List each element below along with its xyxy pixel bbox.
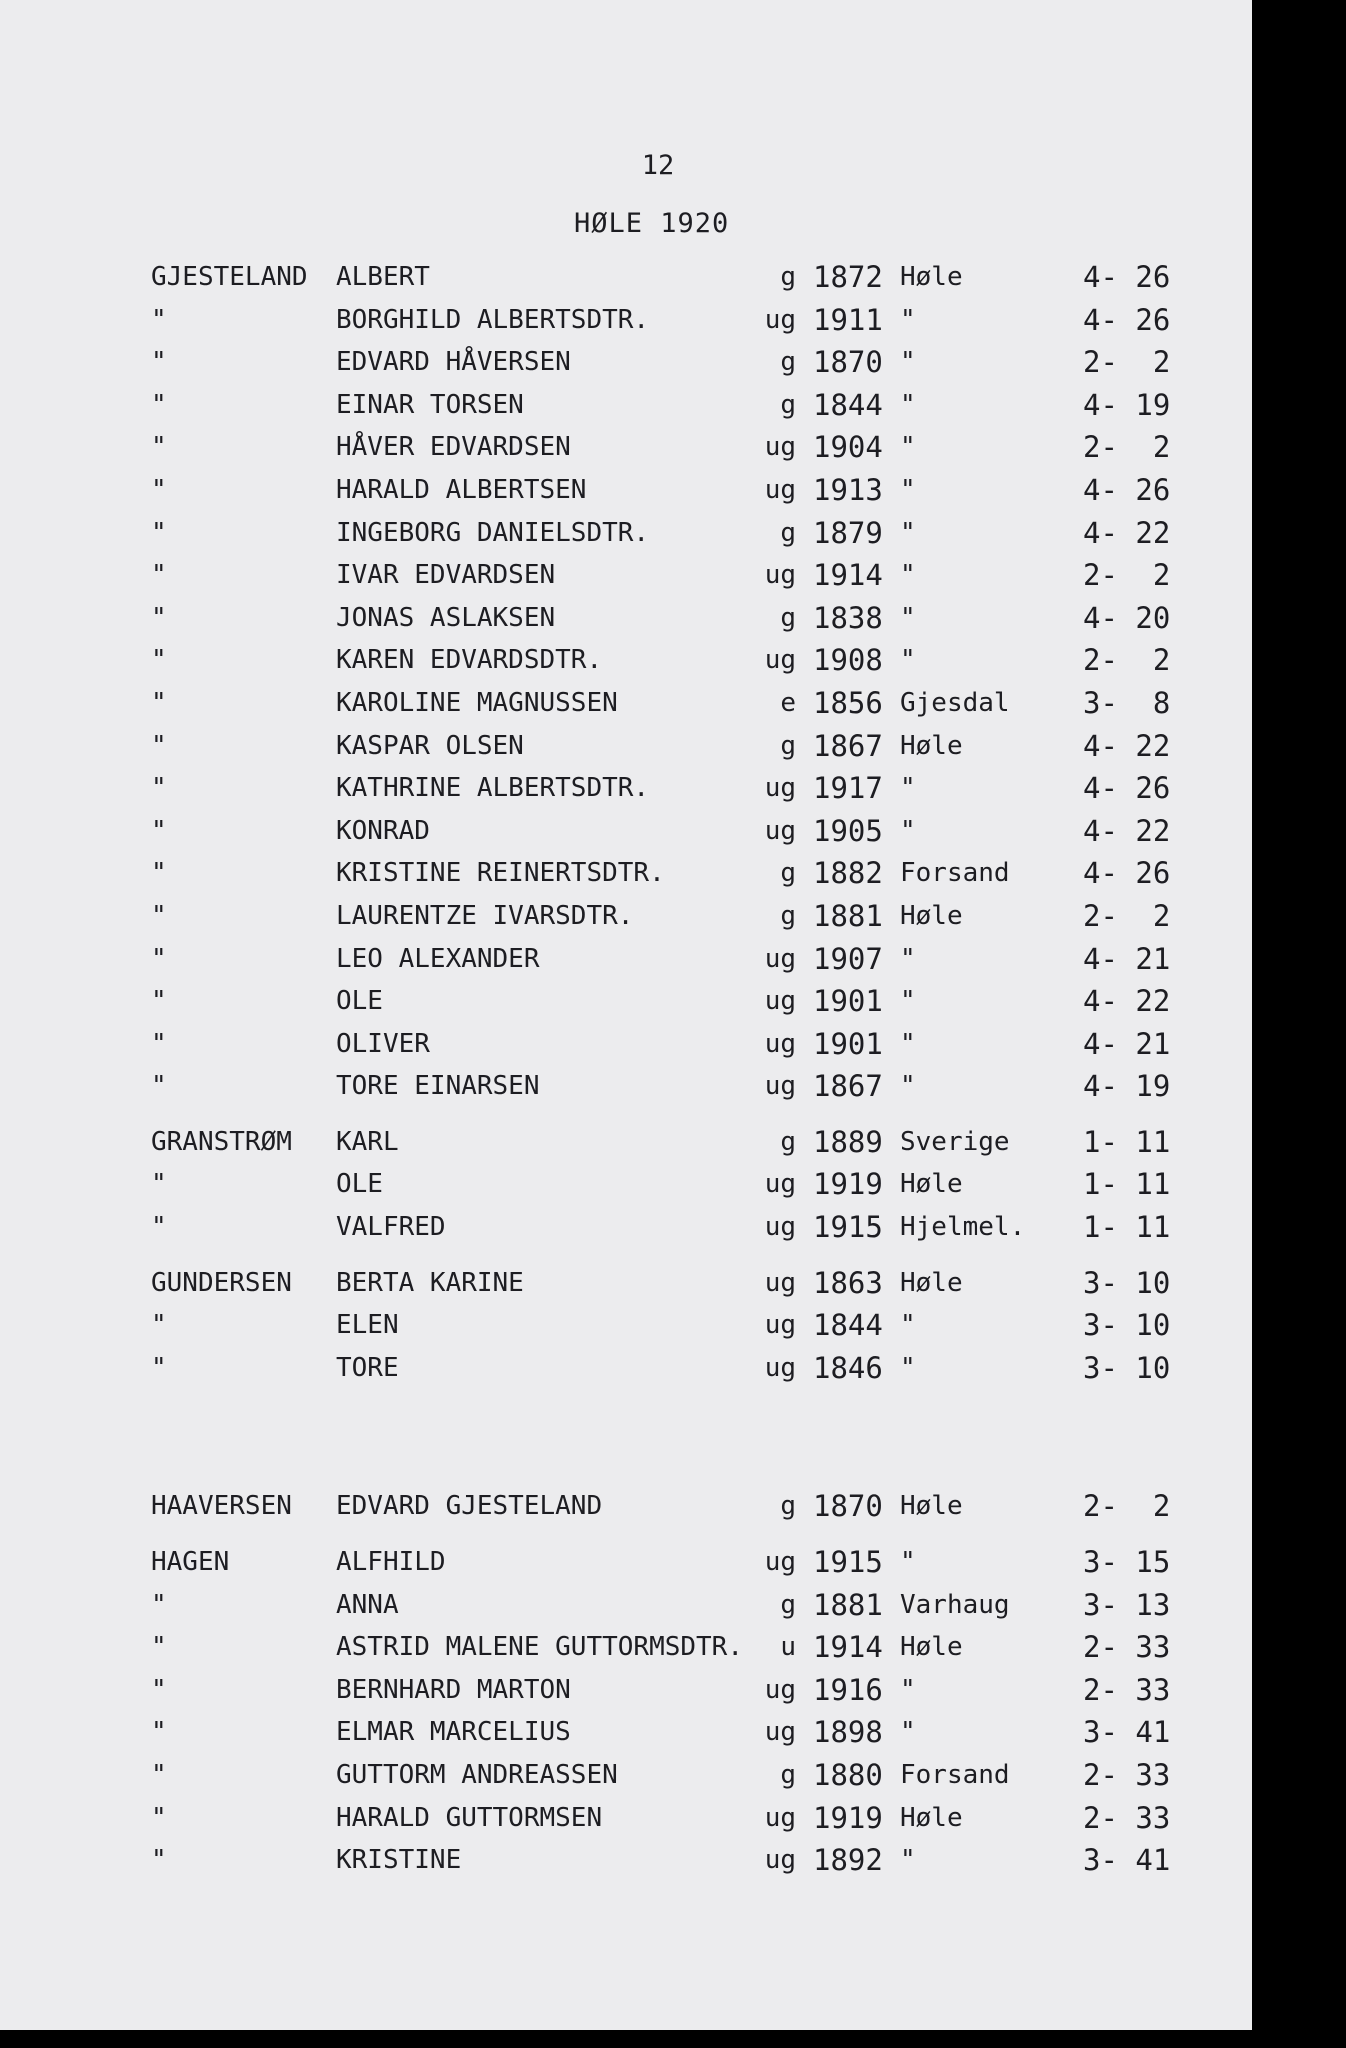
record-surname: " xyxy=(151,1760,167,1790)
record-row xyxy=(0,1754,1252,1797)
record-given-name: KARL xyxy=(336,1126,399,1157)
record-birthplace: Høle xyxy=(900,900,963,931)
record-marital-status: ug xyxy=(764,1071,796,1102)
record-marital-status: g xyxy=(780,900,796,931)
record-surname: " xyxy=(151,900,167,931)
record-birth-year: 1917 xyxy=(813,771,883,806)
record-birth-year: 1914 xyxy=(813,558,883,593)
record-row xyxy=(0,1023,1252,1066)
record-surname: " xyxy=(151,1310,167,1341)
record-given-name: KRISTINE xyxy=(336,1845,462,1876)
page-title: HØLE 1920 xyxy=(574,208,730,239)
record-birth-year: 1911 xyxy=(813,302,883,337)
record-reference-code: 4- 26 xyxy=(1083,260,1171,294)
record-birth-year: 1898 xyxy=(813,1715,883,1750)
record-marital-status: g xyxy=(780,1126,796,1157)
record-birth-year: 1913 xyxy=(813,472,883,507)
record-row xyxy=(0,1485,1252,1528)
record-reference-code: 4- 22 xyxy=(1083,515,1171,550)
record-birth-year: 1844 xyxy=(813,387,883,422)
record-reference-code: 3- 15 xyxy=(1083,1545,1171,1580)
record-surname: " xyxy=(151,1071,167,1102)
record-marital-status: ug xyxy=(764,1717,796,1748)
record-birthplace: " xyxy=(900,986,916,1017)
record-surname: " xyxy=(151,1674,167,1705)
record-surname: " xyxy=(151,1352,167,1383)
record-birth-year: 1916 xyxy=(813,1672,883,1707)
record-marital-status: g xyxy=(780,262,796,292)
page-number: 12 xyxy=(641,150,675,181)
record-reference-code: 2- 33 xyxy=(1083,1630,1171,1665)
record-birth-year: 1838 xyxy=(813,600,883,635)
record-surname: " xyxy=(151,730,167,761)
record-given-name: OLE xyxy=(336,1169,383,1200)
record-birth-year: 1919 xyxy=(813,1167,883,1202)
record-birth-year: 1863 xyxy=(813,1265,883,1300)
record-reference-code: 3- 10 xyxy=(1083,1265,1171,1300)
record-birth-year: 1870 xyxy=(813,1489,883,1524)
record-reference-code: 4- 21 xyxy=(1083,941,1171,976)
record-given-name: BERTA KARINE xyxy=(336,1267,524,1298)
record-marital-status: g xyxy=(780,602,796,633)
record-row xyxy=(0,1797,1252,1840)
record-surname: " xyxy=(151,986,167,1017)
record-row xyxy=(0,426,1252,469)
record-row xyxy=(0,1304,1252,1347)
record-given-name: ALFHILD xyxy=(336,1547,446,1578)
record-reference-code: 4- 20 xyxy=(1083,600,1171,635)
record-row xyxy=(0,1121,1252,1164)
record-row xyxy=(0,384,1252,427)
record-surname: HAGEN xyxy=(151,1547,230,1578)
record-row xyxy=(0,767,1252,810)
record-surname: " xyxy=(151,943,167,974)
record-given-name: VALFRED xyxy=(336,1212,446,1243)
record-row xyxy=(0,469,1252,512)
record-birthplace: " xyxy=(900,432,916,463)
record-surname: " xyxy=(151,1845,167,1876)
record-row xyxy=(0,1584,1252,1627)
record-given-name: LAURENTZE IVARSDTR. xyxy=(336,900,634,931)
record-reference-code: 4- 26 xyxy=(1083,472,1171,507)
record-birthplace: " xyxy=(900,347,916,378)
record-birthplace: " xyxy=(900,1547,916,1578)
record-marital-status: ug xyxy=(764,1674,796,1705)
record-birthplace: Høle xyxy=(900,1169,963,1200)
record-given-name: ELMAR MARCELIUS xyxy=(336,1717,571,1748)
record-birth-year: 1919 xyxy=(813,1800,883,1835)
record-reference-code: 2- 2 xyxy=(1083,1489,1171,1524)
record-given-name: HARALD GUTTORMSEN xyxy=(336,1802,603,1833)
record-marital-status: ug xyxy=(764,560,796,591)
record-reference-code: 1- 11 xyxy=(1083,1210,1171,1245)
record-reference-code: 3- 10 xyxy=(1083,1308,1171,1343)
record-reference-code: 4- 22 xyxy=(1083,728,1171,763)
record-marital-status: g xyxy=(780,517,796,548)
record-surname: HAAVERSEN xyxy=(151,1491,292,1522)
record-marital-status: g xyxy=(780,1491,796,1522)
record-reference-code: 2- 2 xyxy=(1083,643,1171,678)
record-birthplace: " xyxy=(900,304,916,335)
record-birthplace: Høle xyxy=(900,262,963,292)
record-given-name: OLIVER xyxy=(336,1028,430,1059)
record-birthplace: Høle xyxy=(900,1632,963,1663)
record-surname: " xyxy=(151,1169,167,1200)
record-surname: " xyxy=(151,1632,167,1663)
record-marital-status: e xyxy=(780,687,796,718)
record-row xyxy=(0,639,1252,682)
record-row xyxy=(0,299,1252,342)
record-reference-code: 4- 22 xyxy=(1083,813,1171,848)
record-row xyxy=(0,810,1252,853)
record-row xyxy=(0,341,1252,384)
record-birthplace: " xyxy=(900,560,916,591)
record-marital-status: ug xyxy=(764,773,796,804)
record-given-name: ASTRID MALENE GUTTORMSDTR. xyxy=(336,1632,743,1663)
record-surname: " xyxy=(151,602,167,633)
record-birth-year: 1905 xyxy=(813,813,883,848)
record-row xyxy=(0,597,1252,640)
record-marital-status: g xyxy=(780,1760,796,1790)
record-birthplace: " xyxy=(900,517,916,548)
record-birth-year: 1882 xyxy=(813,856,883,891)
record-birth-year: 1904 xyxy=(813,430,883,465)
record-marital-status: ug xyxy=(764,1845,796,1876)
record-marital-status: g xyxy=(780,389,796,420)
record-surname: " xyxy=(151,815,167,846)
record-birthplace: Forsand xyxy=(900,1760,1010,1790)
record-birth-year: 1892 xyxy=(813,1843,883,1878)
record-surname: " xyxy=(151,432,167,463)
record-marital-status: ug xyxy=(764,943,796,974)
record-birthplace: " xyxy=(900,1717,916,1748)
record-given-name: GUTTORM ANDREASSEN xyxy=(336,1760,618,1790)
record-surname: " xyxy=(151,474,167,505)
record-reference-code: 4- 26 xyxy=(1083,856,1171,891)
record-birthplace: " xyxy=(900,1071,916,1102)
record-surname: " xyxy=(151,304,167,335)
record-birthplace: Høle xyxy=(900,1802,963,1833)
record-given-name: ALBERT xyxy=(336,262,430,292)
record-marital-status: ug xyxy=(764,815,796,846)
record-reference-code: 2- 33 xyxy=(1083,1800,1171,1835)
record-reference-code: 3- 41 xyxy=(1083,1843,1171,1878)
record-row xyxy=(0,1065,1252,1108)
record-birthplace: " xyxy=(900,1028,916,1059)
record-given-name: TORE xyxy=(336,1352,399,1383)
record-marital-status: ug xyxy=(764,1802,796,1833)
record-marital-status: g xyxy=(780,858,796,889)
record-reference-code: 4- 19 xyxy=(1083,1069,1171,1104)
record-surname: " xyxy=(151,1589,167,1620)
record-marital-status: u xyxy=(780,1632,796,1663)
record-marital-status: ug xyxy=(764,304,796,335)
record-surname: " xyxy=(151,1212,167,1243)
record-birth-year: 1881 xyxy=(813,898,883,933)
record-reference-code: 3- 8 xyxy=(1083,685,1171,720)
record-marital-status: ug xyxy=(764,1310,796,1341)
record-birth-year: 1907 xyxy=(813,941,883,976)
record-marital-status: ug xyxy=(764,986,796,1017)
record-birth-year: 1901 xyxy=(813,1026,883,1061)
record-reference-code: 2- 2 xyxy=(1083,345,1171,380)
record-birthplace: Sverige xyxy=(900,1126,1010,1157)
record-row xyxy=(0,938,1252,981)
record-reference-code: 4- 22 xyxy=(1083,984,1171,1019)
record-given-name: BERNHARD MARTON xyxy=(336,1674,571,1705)
record-birthplace: Varhaug xyxy=(900,1589,1010,1620)
record-marital-status: ug xyxy=(764,1267,796,1298)
record-surname: " xyxy=(151,1717,167,1748)
record-marital-status: g xyxy=(780,347,796,378)
record-surname: GUNDERSEN xyxy=(151,1267,292,1298)
record-row xyxy=(0,512,1252,555)
record-reference-code: 1- 11 xyxy=(1083,1167,1171,1202)
record-row xyxy=(0,1669,1252,1712)
record-birthplace: " xyxy=(900,645,916,676)
record-given-name: JONAS ASLAKSEN xyxy=(336,602,556,633)
record-reference-code: 3- 41 xyxy=(1083,1715,1171,1750)
record-given-name: KAROLINE MAGNUSSEN xyxy=(336,687,618,718)
record-given-name: IVAR EDVARDSEN xyxy=(336,560,556,591)
record-given-name: ELEN xyxy=(336,1310,399,1341)
record-surname: " xyxy=(151,645,167,676)
record-marital-status: ug xyxy=(764,1212,796,1243)
record-row xyxy=(0,554,1252,597)
record-given-name: KASPAR OLSEN xyxy=(336,730,524,761)
record-row xyxy=(0,852,1252,895)
record-given-name: INGEBORG DANIELSDTR. xyxy=(336,517,650,548)
record-row xyxy=(0,1541,1252,1584)
record-birthplace: Høle xyxy=(900,1267,963,1298)
record-marital-status: g xyxy=(780,730,796,761)
record-given-name: HARALD ALBERTSEN xyxy=(336,474,587,505)
record-marital-status: g xyxy=(780,1589,796,1620)
record-reference-code: 4- 21 xyxy=(1083,1026,1171,1061)
record-birth-year: 1872 xyxy=(813,260,883,294)
record-given-name: KONRAD xyxy=(336,815,430,846)
record-surname: " xyxy=(151,687,167,718)
record-birth-year: 1881 xyxy=(813,1587,883,1622)
record-surname: " xyxy=(151,858,167,889)
record-birthplace: Høle xyxy=(900,730,963,761)
record-given-name: EDVARD HÅVERSEN xyxy=(336,347,571,378)
record-birthplace: " xyxy=(900,1845,916,1876)
record-birthplace: " xyxy=(900,1674,916,1705)
record-surname: " xyxy=(151,517,167,548)
record-birthplace: " xyxy=(900,1352,916,1383)
record-reference-code: 2- 2 xyxy=(1083,558,1171,593)
record-birth-year: 1915 xyxy=(813,1545,883,1580)
record-reference-code: 2- 2 xyxy=(1083,430,1171,465)
record-given-name: EDVARD GJESTELAND xyxy=(336,1491,603,1522)
record-row xyxy=(0,1262,1252,1305)
record-birthplace: " xyxy=(900,474,916,505)
record-reference-code: 4- 26 xyxy=(1083,771,1171,806)
record-row xyxy=(0,256,1252,299)
record-birth-year: 1867 xyxy=(813,1069,883,1104)
record-given-name: LEO ALEXANDER xyxy=(336,943,540,974)
record-surname: " xyxy=(151,1802,167,1833)
record-surname: " xyxy=(151,389,167,420)
record-row xyxy=(0,1347,1252,1390)
record-given-name: TORE EINARSEN xyxy=(336,1071,540,1102)
record-row xyxy=(0,725,1252,768)
record-surname: " xyxy=(151,560,167,591)
record-reference-code: 4- 19 xyxy=(1083,387,1171,422)
record-surname: GJESTELAND xyxy=(151,262,308,292)
record-given-name: ANNA xyxy=(336,1589,399,1620)
record-row xyxy=(0,980,1252,1023)
record-given-name: KRISTINE REINERTSDTR. xyxy=(336,858,665,889)
record-reference-code: 2- 33 xyxy=(1083,1758,1171,1792)
record-given-name: OLE xyxy=(336,986,383,1017)
record-birth-year: 1908 xyxy=(813,643,883,678)
record-surname: GRANSTRØM xyxy=(151,1126,292,1157)
record-birth-year: 1867 xyxy=(813,728,883,763)
record-reference-code: 3- 13 xyxy=(1083,1587,1171,1622)
record-reference-code: 3- 10 xyxy=(1083,1350,1171,1385)
record-reference-code: 1- 11 xyxy=(1083,1124,1171,1159)
record-birthplace: " xyxy=(900,773,916,804)
record-reference-code: 2- 2 xyxy=(1083,898,1171,933)
record-reference-code: 2- 33 xyxy=(1083,1672,1171,1707)
record-row xyxy=(0,1626,1252,1669)
record-birth-year: 1844 xyxy=(813,1308,883,1343)
record-birth-year: 1880 xyxy=(813,1758,883,1792)
record-birth-year: 1870 xyxy=(813,345,883,380)
record-marital-status: ug xyxy=(764,1547,796,1578)
record-given-name: HÅVER EDVARDSEN xyxy=(336,432,571,463)
record-birth-year: 1846 xyxy=(813,1350,883,1385)
record-given-name: KATHRINE ALBERTSDTR. xyxy=(336,773,650,804)
record-birth-year: 1915 xyxy=(813,1210,883,1245)
record-marital-status: ug xyxy=(764,645,796,676)
record-row xyxy=(0,1206,1252,1249)
record-surname: " xyxy=(151,773,167,804)
record-marital-status: ug xyxy=(764,1169,796,1200)
record-birthplace: " xyxy=(900,943,916,974)
record-marital-status: ug xyxy=(764,432,796,463)
record-marital-status: ug xyxy=(764,1352,796,1383)
record-birthplace: Høle xyxy=(900,1491,963,1522)
record-birth-year: 1889 xyxy=(813,1124,883,1159)
record-surname: " xyxy=(151,347,167,378)
record-birthplace: Gjesdal xyxy=(900,687,1010,718)
record-row xyxy=(0,1839,1252,1882)
record-birth-year: 1914 xyxy=(813,1630,883,1665)
record-birthplace: " xyxy=(900,1310,916,1341)
record-birthplace: " xyxy=(900,815,916,846)
record-birthplace: Forsand xyxy=(900,858,1010,889)
record-given-name: BORGHILD ALBERTSDTR. xyxy=(336,304,650,335)
record-birth-year: 1901 xyxy=(813,984,883,1019)
record-birth-year: 1856 xyxy=(813,685,883,720)
record-given-name: KAREN EDVARDSDTR. xyxy=(336,645,603,676)
census-list xyxy=(0,256,1252,1882)
record-surname: " xyxy=(151,1028,167,1059)
record-reference-code: 4- 26 xyxy=(1083,302,1171,337)
record-row xyxy=(0,1163,1252,1206)
record-row xyxy=(0,682,1252,725)
record-birth-year: 1879 xyxy=(813,515,883,550)
record-row xyxy=(0,1711,1252,1754)
record-marital-status: ug xyxy=(764,474,796,505)
record-given-name: EINAR TORSEN xyxy=(336,389,524,420)
record-birthplace: Hjelmel. xyxy=(900,1212,1026,1243)
record-marital-status: ug xyxy=(764,1028,796,1059)
record-birthplace: " xyxy=(900,602,916,633)
record-row xyxy=(0,895,1252,938)
record-birthplace: " xyxy=(900,389,916,420)
